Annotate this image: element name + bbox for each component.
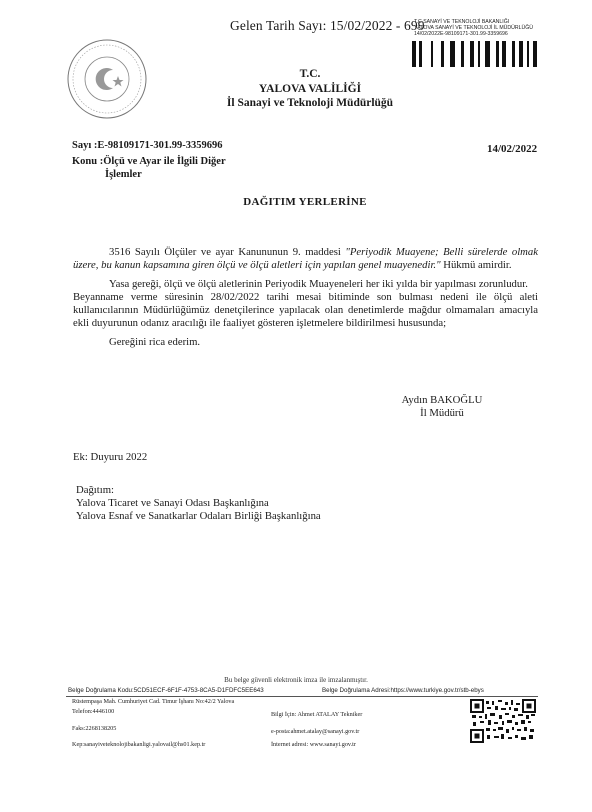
document-subject-cont: İşlemler <box>105 169 142 180</box>
paragraph: Gereğini rica ederim. <box>109 336 201 348</box>
list-item: Yalova Esnaf ve Sanatkarlar Odaları Birliği Başkanlığına <box>76 510 321 522</box>
receipt-stamp: Gelen Tarih Sayı: 15/02/2022 - 699 <box>230 18 425 33</box>
paragraph-text: Hükmü amirdir. <box>440 259 512 271</box>
qr-code-icon <box>470 699 536 743</box>
distribution-list <box>76 484 321 523</box>
paragraph-text: 3516 Sayılı Ölçüler ve ayar Kanununun 9. maddesi <box>109 246 346 258</box>
verification-address-link[interactable]: Belge Doğrulama Adresi:https://www.turkiye.gov.tr/stb-ebys <box>322 687 484 694</box>
document-number: Sayı :E-98109171-301.99-3359696 <box>72 140 223 151</box>
footer-fax: Faks:2268138205 <box>72 725 117 732</box>
footer-email-link[interactable]: e-posta:ahmet.atalay@sanayi.gov.tr <box>271 728 360 735</box>
footer-website-link[interactable]: İnternet adresi: www.sanayi.gov.tr <box>271 741 356 748</box>
signer-title: İl Müdürü <box>420 407 464 419</box>
header-governorship: YALOVA VALİLİĞİ <box>258 83 362 95</box>
signer-name: Aydın BAKOĞLU <box>401 394 483 406</box>
document-date: 14/02/2022 <box>487 143 538 155</box>
ministry-seal-icon <box>66 38 148 120</box>
barcode <box>412 41 539 67</box>
paragraph <box>73 246 538 272</box>
quoted-text: "Periyodik Muayene; Belli sürelerde olmak üzere, bu kanun kapsamına giren ölçü ve ölçü aletleri için yapılan genel muayenedir." <box>73 246 538 271</box>
stamp-line: YALOVA SANAYİ VE TEKNOLOJİ İL MÜDÜRLÜĞÜ <box>414 25 534 31</box>
list-item: Yalova Ticaret ve Sanayi Odası Başkanlığına <box>76 497 269 509</box>
verification-code: Belge Doğrulama Kodu:5CD51ECF-6F1F-4753-8CA5-D1FDFC5EE643 <box>68 687 264 694</box>
signature-block <box>387 394 497 420</box>
footer-kep: Kep:sanayiveteknolojibakanligi.yalovail@hs01.kep.tr <box>72 741 206 748</box>
footer-contact: Bilgi İçin: Ahmet ATALAY Tekniker <box>271 711 363 718</box>
footer-address: Rüstempaşa Mah. Cumhuriyet Cad. Timur İşhanı No:42/2 Yalova <box>72 698 235 705</box>
footer-phone: Telefon:4446100 <box>72 708 115 715</box>
e-signature-note: Bu belge güvenli elektronik imza ile imzalanmıştır. <box>224 676 368 684</box>
letter-body <box>73 246 538 355</box>
footer-divider <box>66 696 538 697</box>
stamp-line: 14/02/2022E-98109171-301.99-3359696 <box>414 31 508 37</box>
document-subject: Konu :Ölçü ve Ayar ile İlgili Diğer <box>72 156 226 167</box>
header-directorate: İl Sanayi ve Teknoloji Müdürlüğü <box>226 97 394 109</box>
recipient-title: DAĞITIM YERLERİNE <box>243 196 367 208</box>
paragraph: Yasa gereği, ölçü ve ölçü aletlerinin Periyodik Muayeneleri her iki yılda bir yapılması zorunludur. <box>109 278 528 290</box>
attachment: Ek: Duyuru 2022 <box>73 451 148 463</box>
paragraph: Beyanname verme süresinin 28/02/2022 tarihi mesai bitiminde son bulması nedeni ile ölçü aleti kullanıcılarının Müdürlüğümüz denetçilerince yapılacak olan denetimlerde mağdur olmamaları amacıyla ekli duyurunun odanız aracılığı ile faaliyet gösteren işletmelere bildirilmesi hususunda; <box>73 291 538 329</box>
stamp-line: T.C SANAYİ VE TEKNOLOJİ BAKANLIĞI <box>414 19 510 25</box>
header-tc: T.C. <box>299 68 321 80</box>
distribution-label: Dağıtım: <box>76 484 114 496</box>
registry-stamp-text <box>414 19 533 37</box>
